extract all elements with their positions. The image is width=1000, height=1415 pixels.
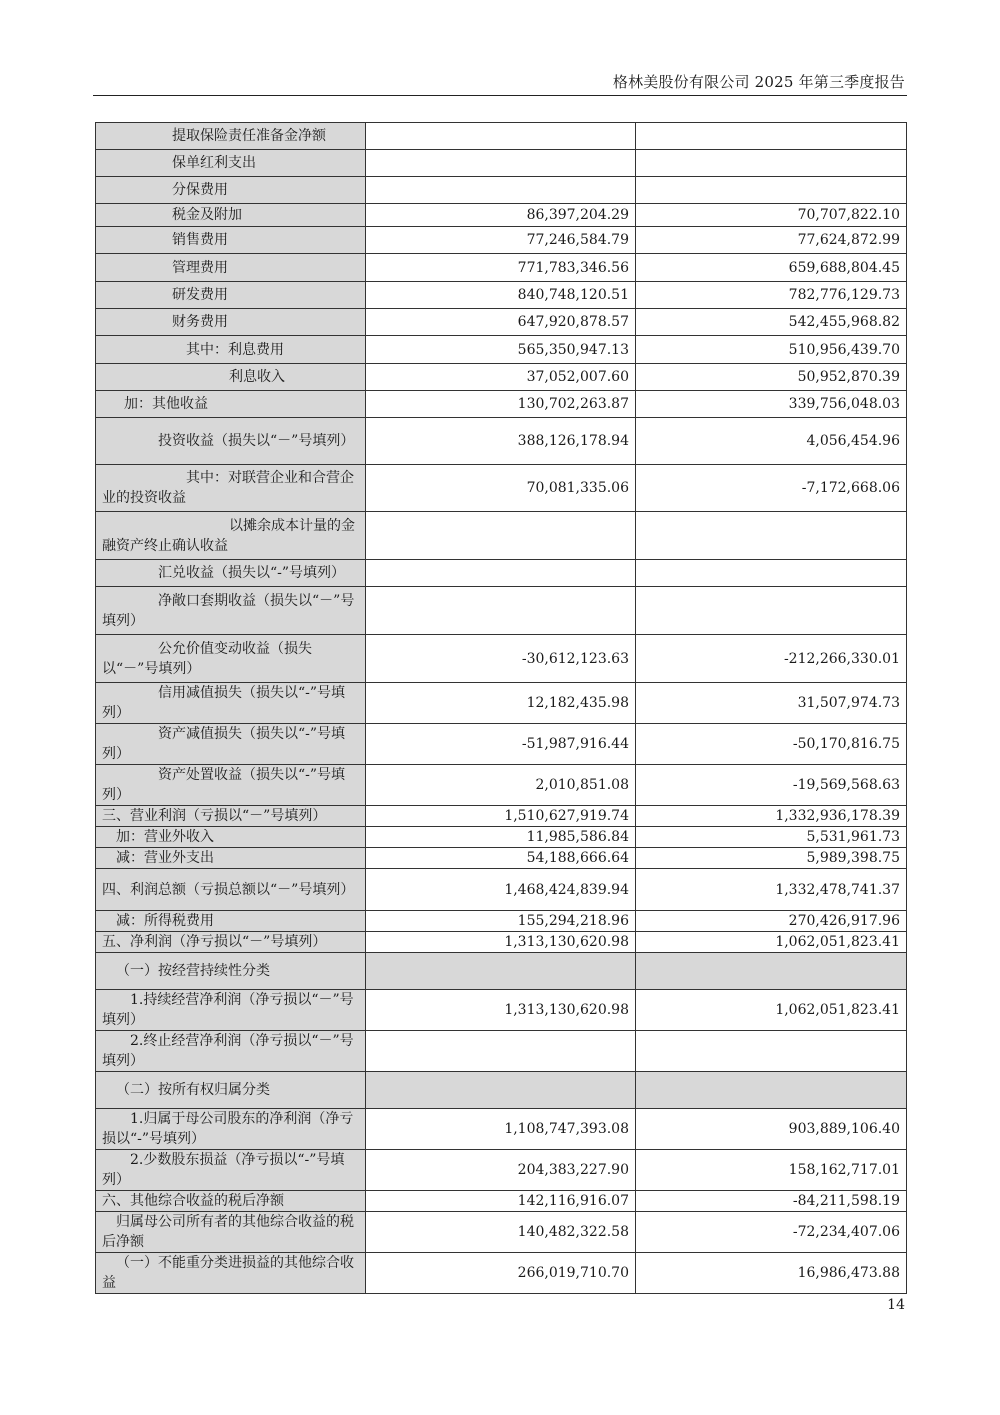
current-period-value: 70,081,335.06 [366,465,636,512]
current-period-value [366,1031,636,1072]
table-row [96,150,907,177]
table-row [96,465,907,512]
current-period-value: 1,108,747,393.08 [366,1109,636,1150]
row-label: （一）不能重分类进损益的其他综合收益 [96,1253,366,1294]
prior-period-value: 270,426,917.96 [636,911,907,932]
table-row [96,869,907,911]
prior-period-value: 1,062,051,823.41 [636,932,907,953]
current-period-value: 77,246,584.79 [366,227,636,254]
report-header-title: 格林美股份有限公司 2025 年第三季度报告 [612,73,905,91]
row-label: 信用减值损失（损失以“-”号填列） [96,683,366,724]
prior-period-value: -19,569,568.63 [636,765,907,806]
row-label: 提取保险责任准备金净额 [96,123,366,150]
prior-period-value: 4,056,454.96 [636,418,907,465]
current-period-value: 2,010,851.08 [366,765,636,806]
row-label: （一）按经营持续性分类 [96,953,366,990]
row-label: 其中：对联营企业和合营企业的投资收益 [96,465,366,512]
prior-period-value: 16,986,473.88 [636,1253,907,1294]
prior-period-value: -72,234,407.06 [636,1212,907,1253]
row-label: 2.终止经营净利润（净亏损以“－”号填列） [96,1031,366,1072]
row-label: 财务费用 [96,309,366,336]
row-label: 四、利润总额（亏损总额以“－”号填列） [96,869,366,911]
current-period-value [366,953,636,990]
table-row [96,364,907,391]
row-label: 汇兑收益（损失以“-”号填列） [96,560,366,587]
prior-period-value: 5,989,398.75 [636,848,907,869]
table-row [96,560,907,587]
prior-period-value: 158,162,717.01 [636,1150,907,1191]
table-row [96,827,907,848]
current-period-value: 142,116,916.07 [366,1191,636,1212]
row-label: 保单红利支出 [96,150,366,177]
prior-period-value: 542,455,968.82 [636,309,907,336]
table-row [96,1031,907,1072]
table-row [96,911,907,932]
current-period-value: 204,383,227.90 [366,1150,636,1191]
prior-period-value: -84,211,598.19 [636,1191,907,1212]
current-period-value [366,123,636,150]
current-period-value: 1,510,627,919.74 [366,806,636,827]
row-label: 公允价值变动收益（损失以“－”号填列） [96,635,366,683]
table-row [96,177,907,204]
current-period-value: 840,748,120.51 [366,282,636,309]
row-label: 减：营业外支出 [96,848,366,869]
income-statement-body [96,123,907,1294]
table-row [96,512,907,560]
current-period-value [366,177,636,204]
prior-period-value: 1,062,051,823.41 [636,990,907,1031]
row-label: 六、其他综合收益的税后净额 [96,1191,366,1212]
row-label: 分保费用 [96,177,366,204]
prior-period-value: 1,332,936,178.39 [636,806,907,827]
table-row [96,848,907,869]
table-row [96,1191,907,1212]
row-label: 其中：利息费用 [96,336,366,364]
prior-period-value [636,1031,907,1072]
row-label: 减：所得税费用 [96,911,366,932]
row-label: 三、营业利润（亏损以“－”号填列） [96,806,366,827]
table-row [96,587,907,635]
current-period-value [366,587,636,635]
table-row [96,204,907,227]
prior-period-value: -7,172,668.06 [636,465,907,512]
current-period-value: 11,985,586.84 [366,827,636,848]
row-label: 加：营业外收入 [96,827,366,848]
prior-period-value [636,953,907,990]
current-period-value: 155,294,218.96 [366,911,636,932]
prior-period-value [636,150,907,177]
table-row [96,683,907,724]
prior-period-value: 510,956,439.70 [636,336,907,364]
table-row [96,123,907,150]
table-row [96,1109,907,1150]
current-period-value: 565,350,947.13 [366,336,636,364]
row-label: 以摊余成本计量的金融资产终止确认收益 [96,512,366,560]
current-period-value: -30,612,123.63 [366,635,636,683]
row-label: 资产处置收益（损失以“-”号填列） [96,765,366,806]
prior-period-value [636,123,907,150]
current-period-value [366,512,636,560]
current-period-value: 1,313,130,620.98 [366,990,636,1031]
prior-period-value: 339,756,048.03 [636,391,907,418]
current-period-value: 54,188,666.64 [366,848,636,869]
table-row [96,635,907,683]
prior-period-value [636,560,907,587]
prior-period-value: 70,707,822.10 [636,204,907,227]
current-period-value: 12,182,435.98 [366,683,636,724]
table-row [96,932,907,953]
table-row [96,724,907,765]
current-period-value: 140,482,322.58 [366,1212,636,1253]
table-row [96,953,907,990]
prior-period-value: 903,889,106.40 [636,1109,907,1150]
page-number: 14 [887,1297,905,1313]
income-statement-table [95,122,907,1294]
prior-period-value [636,587,907,635]
table-row [96,254,907,282]
current-period-value: -51,987,916.44 [366,724,636,765]
row-label: （二）按所有权归属分类 [96,1072,366,1109]
prior-period-value: -212,266,330.01 [636,635,907,683]
prior-period-value: -50,170,816.75 [636,724,907,765]
current-period-value: 130,702,263.87 [366,391,636,418]
row-label: 1.归属于母公司股东的净利润（净亏损以“-”号填列） [96,1109,366,1150]
table-row [96,1212,907,1253]
prior-period-value: 77,624,872.99 [636,227,907,254]
table-row [96,1253,907,1294]
header-divider [93,95,907,96]
current-period-value: 771,783,346.56 [366,254,636,282]
row-label: 归属母公司所有者的其他综合收益的税后净额 [96,1212,366,1253]
prior-period-value: 782,776,129.73 [636,282,907,309]
current-period-value: 1,313,130,620.98 [366,932,636,953]
row-label: 利息收入 [96,364,366,391]
prior-period-value: 50,952,870.39 [636,364,907,391]
row-label: 1.持续经营净利润（净亏损以“－”号填列） [96,990,366,1031]
table-row [96,227,907,254]
table-row [96,336,907,364]
prior-period-value: 1,332,478,741.37 [636,869,907,911]
table-row [96,282,907,309]
prior-period-value [636,512,907,560]
prior-period-value: 5,531,961.73 [636,827,907,848]
current-period-value: 647,920,878.57 [366,309,636,336]
current-period-value: 86,397,204.29 [366,204,636,227]
row-label: 加：其他收益 [96,391,366,418]
table-row [96,990,907,1031]
table-row [96,806,907,827]
current-period-value: 266,019,710.70 [366,1253,636,1294]
current-period-value: 37,052,007.60 [366,364,636,391]
row-label: 管理费用 [96,254,366,282]
table-row [96,1150,907,1191]
current-period-value [366,560,636,587]
table-row [96,309,907,336]
current-period-value [366,1072,636,1109]
row-label: 销售费用 [96,227,366,254]
table-row [96,391,907,418]
prior-period-value: 31,507,974.73 [636,683,907,724]
prior-period-value [636,1072,907,1109]
row-label: 2.少数股东损益（净亏损以“-”号填列） [96,1150,366,1191]
row-label: 税金及附加 [96,204,366,227]
row-label: 资产减值损失（损失以“-”号填列） [96,724,366,765]
current-period-value: 1,468,424,839.94 [366,869,636,911]
table-row [96,418,907,465]
current-period-value: 388,126,178.94 [366,418,636,465]
current-period-value [366,150,636,177]
prior-period-value: 659,688,804.45 [636,254,907,282]
prior-period-value [636,177,907,204]
row-label: 研发费用 [96,282,366,309]
row-label: 投资收益（损失以“－”号填列） [96,418,366,465]
table-row [96,1072,907,1109]
table-row [96,765,907,806]
row-label: 净敞口套期收益（损失以“－”号填列） [96,587,366,635]
row-label: 五、净利润（净亏损以“－”号填列） [96,932,366,953]
